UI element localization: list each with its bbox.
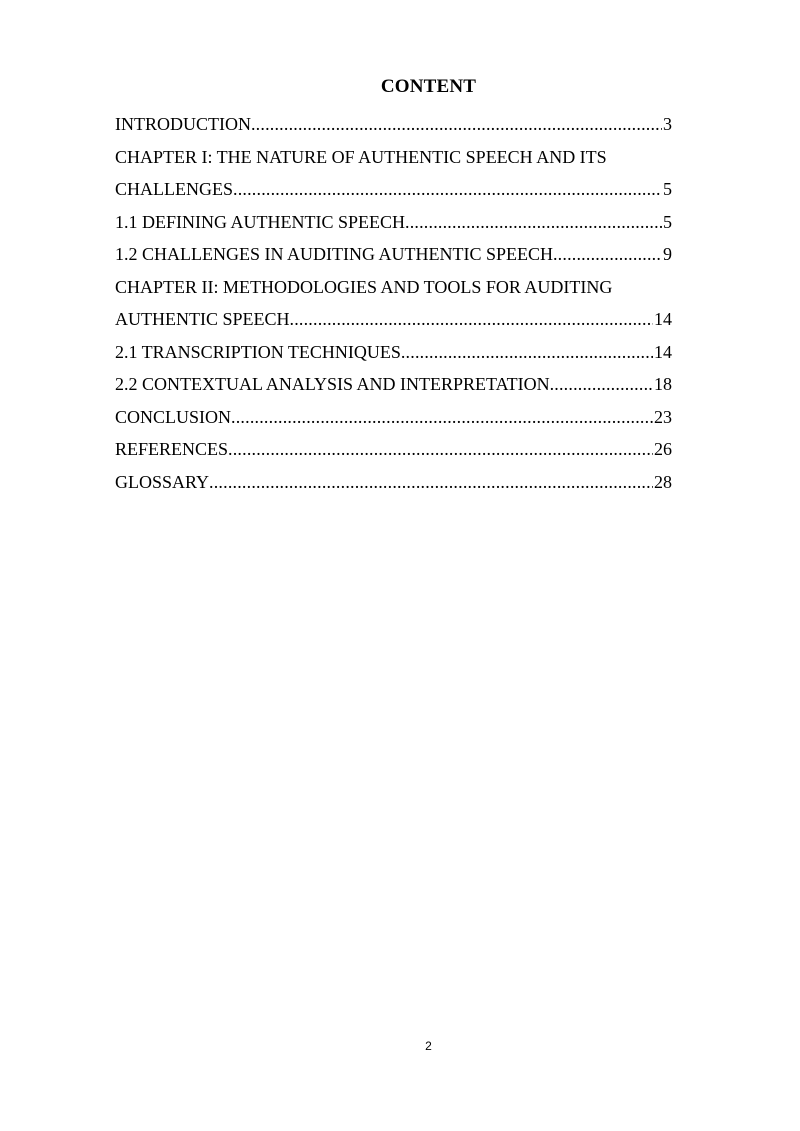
toc-entry-title: REFERENCES: [115, 439, 229, 459]
toc-entry-title: 2.2 CONTEXTUAL ANALYSIS AND INTERPRETATION: [115, 374, 550, 394]
page-number: 2: [425, 1039, 432, 1053]
toc-entry-title: CONCLUSION: [115, 406, 232, 427]
toc-entry-title: 1.1 DEFINING AUTHENTIC SPEECH: [115, 211, 405, 232]
toc-page-number: 18: [654, 374, 672, 394]
toc-entry-chapter-2[interactable]: [115, 271, 672, 336]
dot-leader: [401, 336, 653, 369]
toc-line: [115, 433, 672, 466]
toc-page-number: 3: [663, 114, 672, 134]
toc-page-number: 5: [663, 179, 672, 199]
toc-entry-chapter-1[interactable]: [115, 141, 672, 206]
dot-leader: [231, 401, 653, 434]
toc-line: [115, 368, 672, 401]
dot-leader: [251, 108, 662, 141]
toc-entry-title: 2.1 TRANSCRIPTION TECHNIQUES: [115, 341, 401, 362]
toc-line: [115, 173, 672, 206]
toc-entry-references[interactable]: [115, 433, 672, 466]
dot-leader: [209, 466, 653, 499]
toc-page-number: 23: [654, 406, 672, 427]
dot-leader: [405, 206, 662, 239]
toc-page-number: 28: [654, 471, 672, 492]
dot-leader: [228, 433, 653, 466]
toc-entry-section-2-1[interactable]: [115, 336, 672, 369]
toc-page-number: 9: [663, 244, 672, 264]
page-title: CONTENT: [380, 76, 477, 97]
toc-line: [115, 336, 672, 369]
toc-entry-title: CHAPTER II: METHODOLOGIES AND TOOLS FOR AUDITING: [115, 276, 613, 297]
toc-line: [115, 141, 672, 174]
toc-line: [115, 401, 672, 434]
toc-entry-section-1-2[interactable]: [115, 238, 672, 271]
toc-line: [115, 206, 672, 239]
dot-leader: [233, 173, 662, 206]
toc-line: [115, 238, 672, 271]
toc-entry-title: 1.2 CHALLENGES IN AUDITING AUTHENTIC SPEECH: [115, 244, 553, 264]
table-of-contents: [115, 108, 672, 498]
toc-entry-title-continued: CHALLENGES: [115, 179, 233, 199]
toc-entry-section-1-1[interactable]: [115, 206, 672, 239]
toc-entry-title-continued: AUTHENTIC SPEECH: [115, 309, 290, 329]
toc-line: [115, 466, 672, 499]
toc-page-number: 14: [654, 341, 672, 362]
toc-line: [115, 271, 672, 304]
dot-leader: [553, 238, 662, 271]
toc-page-number: 14: [654, 309, 672, 329]
toc-line: [115, 303, 672, 336]
dot-leader: [290, 303, 654, 336]
toc-page-number: 26: [654, 439, 672, 459]
toc-entry-title: INTRODUCTION: [115, 114, 251, 134]
toc-entry-title: GLOSSARY: [115, 471, 210, 492]
toc-line: [115, 108, 672, 141]
toc-entry-title: CHAPTER I: THE NATURE OF AUTHENTIC SPEECH AND ITS: [115, 146, 607, 167]
toc-entry-introduction[interactable]: [115, 108, 672, 141]
toc-page-number: 5: [663, 211, 672, 232]
toc-entry-glossary[interactable]: [115, 466, 672, 499]
toc-entry-conclusion[interactable]: [115, 401, 672, 434]
dot-leader: [550, 368, 653, 401]
toc-entry-section-2-2[interactable]: [115, 368, 672, 401]
